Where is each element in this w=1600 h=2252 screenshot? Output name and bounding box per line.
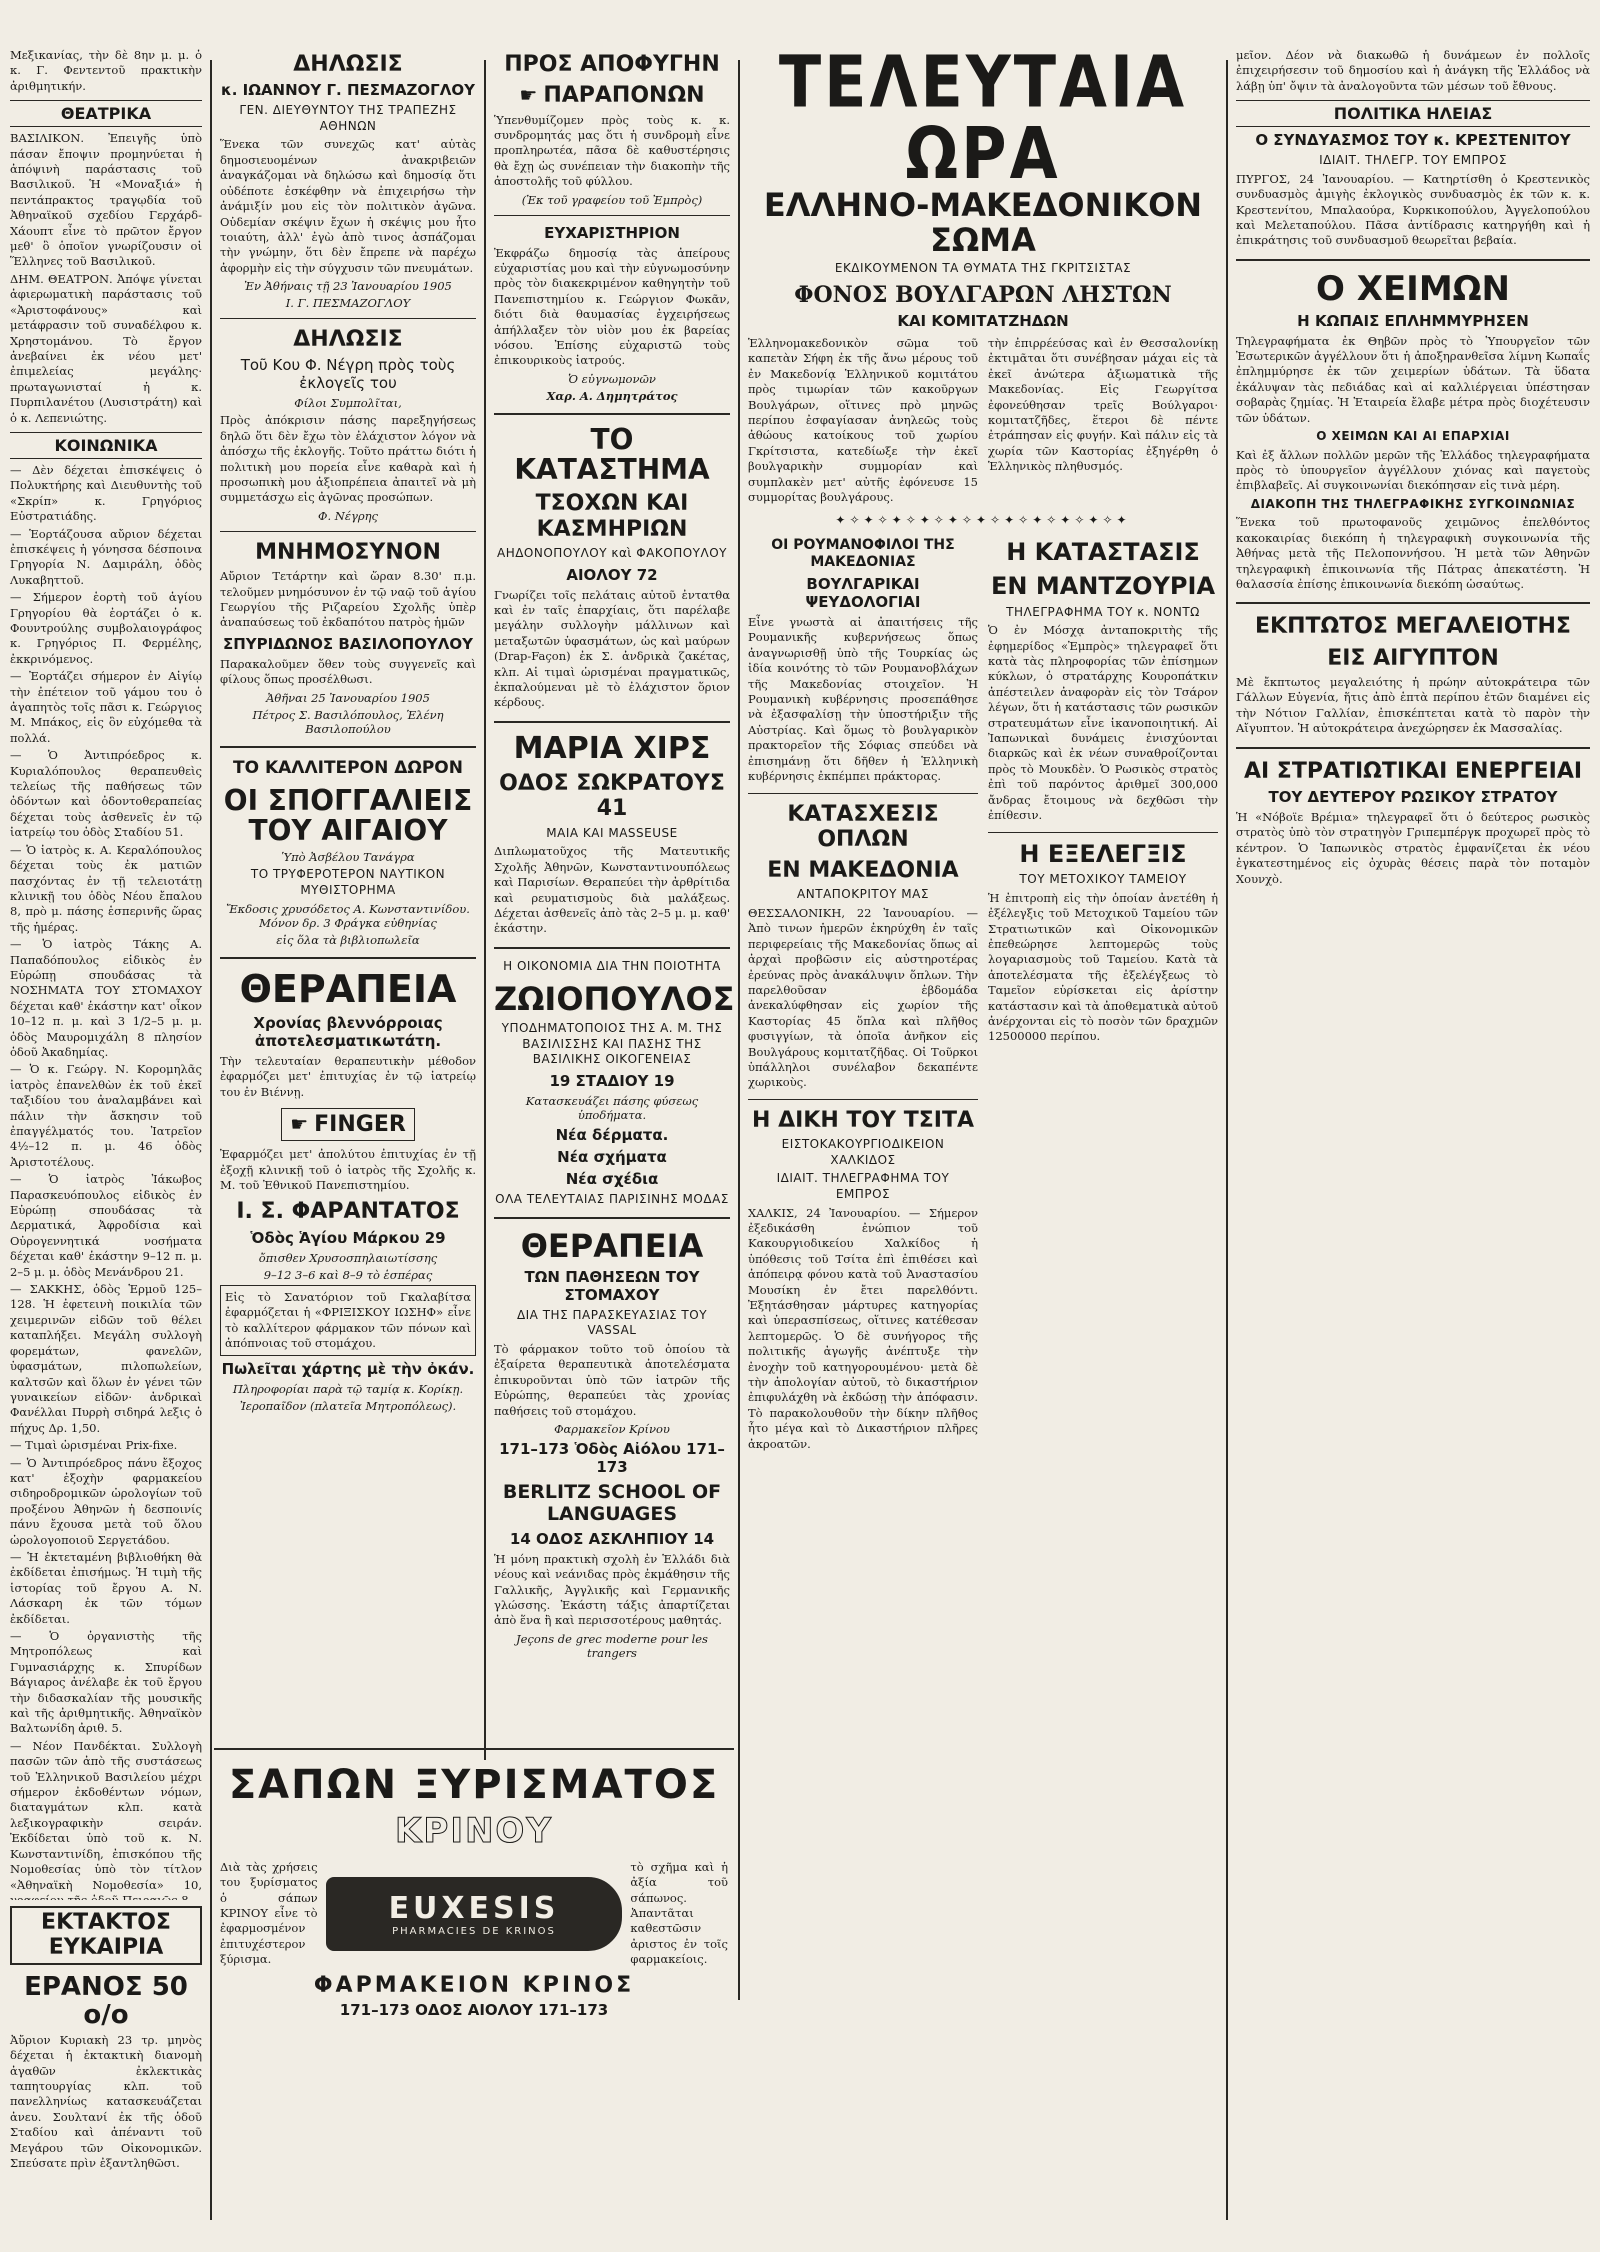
finger-text: Ἐφαρμόζει μετ' ἀπολύτου ἐπιτυχίας ἐν τῇ ἐξοχῇ κλινικῇ τοῦ ὁ ἰατρὸς τῆς Σχολῆς κ. Μ. τοῦ Ἐθνικοῦ Πανεπιστημίου. (220, 1147, 476, 1193)
lead-left-text: Ἑλληνομακεδονικὸν σῶμα τοῦ καπετὰν Σήφη ἐκ τῆς ἄνω μέρους τοῦ ἐν Μακεδονίᾳ Ἑλληνικοῦ κομιτάτου πρὸς τιμωρίαν τῶν κακοῦργων Βουλγάρων, οἵτινες πρὸ μηνῶς περίπου ἐσφαγίασαν ἀνηλεῶς τοὺς ἀθώους κατοίκους τοῦ χωρίου Γκρίτσιστα, κατεδίωξε τὴν ἐκεῖ βουλγαρικὴν συμμορίαν καὶ συμπλακὲν μετ' αὐτῆς ἐφόνευσε 15 συμμορίτας βουλγάρους. (748, 335, 978, 505)
rosoi-body: Ἡ «Νόβοϊε Βρέμια» τηλεγραφεῖ ὅτι ὁ δεύτερος ρωσικὸς στρατὸς ὑπὸ τὸν στρατηγὸν Γριπεμπέργκ προχωρεῖ πρὸς τὸ κέντρον. Ὁ Ἰαπωνικὸς στρατὸς ἐμφανίζεται ἐκ νέου ἐγκατεστημένος εἰς ὀχυρὰς θέσεις παρὰ τὸν ποταμὸν Χουνχὸ. (1236, 809, 1590, 886)
rule (1236, 259, 1590, 261)
aigypt-sub: ΕΙΣ ΑΙΓΥΠΤΟΝ (1327, 645, 1499, 671)
koinonika-p14: — Ὁ ὀργανιστὴς τῆς Μητροπόλεως καὶ Γυμνασιάρχης κ. Σπυρίδων Βάγιαρος ἀνέλαβε ἐκ τοῦ ἔργου τὴν διδασκαλίαν τῆς μουσικῆς καὶ τῆς ἀριθμητικῆς. Ἀθηναϊκὸν Βαλτωνίδη ἀριθ. 5. (10, 1629, 202, 1736)
therapeia-1-title: ΘΕΡΑΠΕΙΑ (239, 966, 457, 1011)
rule (494, 413, 730, 415)
doro-edition: Ἔκδοσις χρυσόδετος Α. Κωνσταντινίδου. Μόνον δρ. 3 Φράγκα εὐθηνίας (226, 901, 470, 930)
berlitz-title: BERLITZ SCHOOL OF LANGUAGES (502, 1481, 722, 1525)
lead-headline: ΕΛΛΗΝΟ-ΜΑΚΕΔΟΝΙΚΟΝ ΣΩΜΑ (763, 186, 1203, 259)
zoio-line-2: Νέα δέρματα. (555, 1125, 669, 1144)
maria-title: ΜΑΡΙΑ ΧΙΡΣ (513, 730, 711, 766)
doro-author: Ὑπὸ Ἀσβέλου Τανάγρα (281, 850, 415, 865)
therapeia-1-body: Τὴν τελευταίαν θεραπευτικὴν μέθοδον ἐφαρμόζει μετ' ἐπιτυχίας ἐν τῷ ἰατρείῳ του ἐν Βιέννῃ. (220, 1053, 476, 1099)
koinonika-p10: — ΣΑΚΚΗΣ, ὁδὸς Ἑρμοῦ 125–128. Ἡ ἐφετεινὴ ποικιλία τῶν χειμερινῶν εἰδῶν τοῦ θέλει καταπλήξει. Μεγάλη συλλογὴ φορεμάτων, φανελῶν, ὑφασμάτων, πιλοπωλείων, καλτσῶν καὶ ὅλων ἐν γένει τῶν γυναικείων εἰδῶν· ἀνδρικαὶ Φανέλλαι Πυρρὴ σιδηρά λεξις ὁ πήχυς Δρ. 1,50. (10, 1282, 202, 1435)
rum-title: ΟΙ ΡΟΥΜΑΝΟΦΙΛΟΙ ΤΗΣ ΜΑΚΕΔΟΝΙΑΣ (771, 537, 955, 571)
koinonika-p1: — Δὲν δέχεται ἐπισκέψεις ὁ Πολυκτήρης καὶ Διευθυντὴς τοῦ «Σκρίπ» κ. Γρηγόριος Εὐστρατιάδης. (10, 462, 202, 524)
maria-sub: ΜΑΙΑ ΚΑΙ MASSEUSE (546, 825, 678, 840)
dilosis-1-name: κ. ΙΩΑΝΝΟΥ Γ. ΠΕΣΜΑΖΟΓΛΟΥ (221, 81, 475, 100)
mnimosynon-signature: Πέτρος Σ. Βασιλόπουλος, Ἑλένη Βασιλοπούλου (252, 707, 444, 736)
xeimon-sub: Η ΚΩΠΑΙΣ ΕΠΛΗΜΜΥΡΗΣΕΝ (1297, 311, 1529, 330)
krinos-lab: Φαρμακεῖον Κρίνου (554, 1422, 670, 1437)
exelegxis-body: Ἡ ἐπιτροπὴ εἰς τὴν ὁποίαν ἀνετέθη ἡ ἐξέλεγξις τοῦ Μετοχικοῦ Ταμείου τῶν Στρατιωτικῶν καὶ Οἰκονομικῶν ἐπεθεώρησε λεπτομερῶς τοὺς λογαριασμοὺς τοῦ Ταμείου. Κατὰ τὰ ἀποτελέσματα τῆς ἐξελέγξεως τὸ Ταμεῖον εὑρίσκεται εἰς ἀρίστην κατάστασιν καὶ τὰ ἀποθεματικὰ αὐτοῦ ἀνέρχονται εἰς τὸ ποσὸν τῶν δραχμῶν 12500000 περίπου. (988, 890, 1218, 1044)
eucharistirion-body: Ἐκφράζω δημοσίᾳ τὰς ἀπείρους εὐχαριστίας μου καὶ τὴν εὐγνωμοσύνην πρὸς τὸν διακεκριμένον καθηγητὴν τοῦ Πανεπιστημίου κ. Γεώργιον Φωκᾶν, διότι διὰ θαυμασίας ἐγχειρήσεως ἀπήλλαξεν τὸν υἱὸν μου ἐκ βαρείας νόσου. Ἐπίσης εὐχαριστῶ τοὺς ἐπικουρικοὺς ἰατρούς. (494, 245, 730, 368)
rule (494, 1217, 730, 1219)
koinonika-p3: — Σήμερον ἑορτὴ τοῦ ἁγίου Γρηγορίου θὰ ἐορτάζει ὁ κ. Φουντρούλης συμβολαιογράφος κ. Γρηγόριος Π. Φερμέλης, ἐκκρινόμενος. (10, 590, 202, 666)
finger-label: FINGER (314, 1111, 406, 1137)
lead-sub-2: ΚΑΙ ΚΟΜΙΤΑΤΖΗΔΩΝ (897, 311, 1069, 330)
info-box: Εἰς τὸ Σανατόριον τοῦ Γκαλαβίτσα ἐφαρμόζεται ἡ «ΦΡΙΞΙΣΚΟΥ ΙΩΣΗΦ» εἶνε τὸ καλλίτερον φάρμακον τῶν πόνων καὶ ἀπόπνοιας τοῦ στομάχου. (220, 1285, 476, 1357)
koinonika-p6: — Ὁ ἰατρὸς κ. Α. Κεραλόπουλος δέχεται τοὺς ἐκ ματιῶν πασχόντας ἐν τῇ τελειοτάτῃ κλινικῇ του ὁδὸς Νέου ἔπαλου 8, πρὸ μ. πάσης ἑσπερινῆς ὥρας τῆς ἡμέρας. (10, 842, 202, 934)
mnimosynon-body: Αὔριον Τετάρτην καὶ ὥραν 8.30' π.μ. τελοῦμεν μνημόσυνον ἐν τῷ ναῷ τοῦ ἁγίου Γεωργίου τῆς Ριζαρείου Σχολῆς ὑπὲρ ἀναπαύσεως τοῦ ἐκδαπότου πατρὸς ἡμῶν (220, 569, 476, 630)
zoio-line-5: ΟΛΑ ΤΕΛΕΥΤΑΙΑΣ ΠΑΡΙΣΙΝΗΣ ΜΟΔΑΣ (495, 1191, 729, 1206)
katastasis-by: ΤΗΛΕΓΡΑΦΗΜΑ ΤΟΥ κ. ΝΟΝΤΩ (1006, 604, 1200, 619)
synkoinonia-body: Ἕνεκα τοῦ πρωτοφανοῦς χειμῶνος ἐπελθόντος κακοκαιρίας διεκόπη ἡ τηλεγραφικὴ συγκοινωνία τῆς Ἀθήνας μετὰ τῆς Πελοποννήσου. Ἡ μετὰ τῶν Ἀθηνῶν τηλεγραφικὴ ἐπικοινωνία τῆς Πάτρας ἀπεκατέστη. Ἡ θαλασσία ἐπίσης ἐπικοινωνία διεκόπη ὡσαύτως. (1236, 515, 1590, 592)
parapon-sig: (Ἐκ τοῦ γραφείου τοῦ Ἐμπρὸς) (521, 192, 703, 207)
mnimosynon-title: ΜΝΗΜΟΣΥΝΟΝ (255, 539, 441, 565)
theatrika-p1: ΒΑΣΙΛΙΚΟΝ. Ἐπειγῆς ὑπὸ πάσαν ἔποψιν προμηνύεται ἡ ἀπόψινὴ παράστασις τοῦ Βασιλικοῦ. Ἡ «Μοναξιά» ἡ πεντάπρακτος τραγῳδία τοῦ Ἀθηναϊκοῦ σχεδίου Γερχάρδ-Χάουπτ εἶνε τὸ πρῶτον ἔργον μεθ' ὃ ὁποῖον γνωρίζουσιν οἱ Ἕλληνες τοῦ Βασιλικοῦ. (10, 131, 202, 269)
koinonika-p13: — Ἡ ἐκτεταμένη βιβλιοθήκη θὰ ἐκδίδεται ἐπισήμως. Ἡ τιμὴ τῆς ἱστορίας τοῦ ἔργου Α. Ν. Λάσκαρη ἐκ τῶν τόμων ἐκδίδεται. (10, 1549, 202, 1626)
pointing-hand-icon: ☛ (519, 83, 538, 108)
mnimosynon-name: ΣΠΥΡΙΔΩΝΟΣ ΒΑΣΙΛΟΠΟΥΛΟΥ (223, 634, 473, 653)
column-1-footer-ad (4, 1900, 208, 2220)
dilosis-1-signature: Ι. Γ. ΠΕΣΜΑΖΟΓΛΟΥ (285, 296, 411, 311)
manchuria-section (988, 533, 1218, 1454)
top-line: Μεξικανίας, τὴν δὲ 8ην μ. μ. ὁ κ. Γ. Φεντεντοῦ πρακτικὴν ἀριθμητικήν. (10, 48, 202, 93)
dilosis-2-title: ΔΗΛΩΣΙΣ (293, 327, 403, 353)
rule (494, 947, 730, 949)
column-1 (4, 46, 208, 2226)
koinonika-p11: — Τιμαὶ ὡρισμέναι Prix-fixe. (10, 1438, 178, 1453)
rosoi-title: ΑΙ ΣΤΡΑΤΙΩΤΙΚΑΙ ΕΝΕΡΓΕΙΑΙ (1243, 758, 1583, 784)
rule (220, 957, 476, 959)
farantatos-name: Ι. Σ. ΦΑΡΑΝΤΑΤΟΣ (236, 1199, 460, 1225)
zoio-address: 19 ΣΤΑΔΙΟΥ 19 (549, 1071, 675, 1090)
tube-sub: PHARMACIES DE KRINOS (392, 1925, 556, 1937)
theatrika-heading: ΘΕΑΤΡΙΚΑ (10, 100, 202, 127)
tube-brand: EUXESIS (388, 1890, 560, 1926)
exelegxis-title: Η ΕΞΕΛΕΓΞΙΣ (1019, 839, 1187, 868)
dilosis-1-role: ΓΕΝ. ΔΙΕΥΘΥΝΤΟΥ ΤΗΣ ΤΡΑΠΕΖΗΣ ΑΘΗΝΩΝ (239, 103, 457, 133)
dilosis-2-signature: Φ. Νέγρης (318, 508, 378, 523)
katastasis-title: Η ΚΑΤΑΣΤΑΣΙΣ (1006, 538, 1200, 567)
parapon-title: ΠΡΟΣ ΑΠΟΦΥΓΗΝ (504, 52, 720, 77)
katasxesis-body: ΘΕΣΣΑΛΟΝΙΚΗ, 22 Ἰανουαρίου. — Ἀπὸ τινων ἡμερῶν ἐκηρύχθη ἐν ταῖς περιφερείαις τῆς Μακεδονίας ὅπως αἱ ἀρχαὶ προβῶσιν εἰς αὐστηροτέρας ἐρεύνας πρὸς ἀνακάλυψιν ὅπλων. Τὴν παρελθοῦσαν ἑβδομάδα ἀνεκαλύφθησαν εἰς χωρίον τῆς Καστορίας 45 ὅπλα καὶ πλῆθος φυσιγγίων, τὰ ὁποῖα ἀνῆκον εἰς Βουλγάρους κομιτατζῆδας. Οἱ Τοῦρκοι ὑπάλληλοι συνέλαβον δεκαπέντε χωρικοὺς. (748, 906, 978, 1090)
farantatos-sub: ὄπισθεν Χρυσοσπηλαιωτίσσης (258, 1250, 438, 1265)
xeimon2-title: Ο ΧΕΙΜΩΝ ΚΑΙ ΑΙ ΕΠΑΡΧΙΑΙ (1316, 429, 1510, 443)
rule (1236, 602, 1590, 604)
ektaktos-eukairia-title: ΕΚΤΑΚΤΟΣ ΕΥΚΑΙΡΙΑ (10, 1906, 202, 1965)
xeimon-body: Τηλεγραφήματα ἐκ Θηβῶν πρὸς τὸ Ὑπουργεῖον τῶν Ἐσωτερικῶν ἀγγέλλουν ὅτι ἡ ἀποξηρανθεῖσα λίμνη Κωπαΐς ἐπλημμύρησε ἐκ τῶν χειμερίων ὑδάτων. Τὰ ὕδατα ἐκάλυψαν τὰς πεδιάδας καὶ αἱ καλλιέργειαι ὑπέστησαν σοβαρὰς ζημίας. Ἡ Ἑταιρεία ἔλαβε μέτρα πρὸς διοχέτευσιν τῶν ὑδάτων. (1236, 333, 1590, 425)
koinonika-p2: — Ἑορτάζουσα αὔριον δέχεται ἐπισκέψεις ἡ γόνησσα δέσποινα Γρηγορία Ν. Δαμιράλη, ὁδὸς Λυκαβηττοῦ. (10, 526, 202, 587)
corner-text: μεῖον. Δέον νὰ διακωθῶ ἡ δυνάμεων ἐν πολλοῖς ἐπιχειρήσεσιν τοῦ δημοσίου καὶ ἡ ἀνάγκη τῆς Ἑλλάδος νὰ λάβῃ ὑπ' ὄψιν τὰ ἀναλογοῦντα τῶν μέσων τοῦ ἔθνους. (1236, 48, 1590, 93)
therapeia-2-body: Τὸ φάρμακον τοῦτο τοῦ ὁποίου τὰ ἐξαίρετα θεραπευτικὰ ἀποτελέσματα ἐπικυροῦνται ὑπὸ τῶν ἰατρῶν τῆς Εὐρώπης, θεραπεύει τὰς χρονίας παθήσεις τοῦ στομάχου. (494, 1342, 730, 1418)
ektaktos-text: Ἀὔριον Κυριακὴ 23 τρ. μηνὸς δέχεται ἡ ἐκτακτικὴ διανομὴ ἀγαθῶν ἐκλεκτικὰς ταπητουργίας κλπ. τοῦ πανελληνίως κατασκευάζεται ἀνευ. Σουλτανί ἐκ τῆς ὁδοῦ Σταδίου καὶ ἀπέναντι τοῦ Μεγάρου τῶν Οἰκονομικῶν. Σπεύσατε πρὶν ἐξαντληθῶσι. (10, 2032, 202, 2170)
eucharistirion-sig: Χαρ. Α. Δημητράτος (546, 388, 678, 403)
parapon-sub (494, 83, 730, 108)
berlitz-address: 14 ΟΔΟΣ ΑΣΚΛΗΠΙΟΥ 14 (509, 1529, 715, 1548)
column-divider-2 (484, 60, 486, 1760)
tsita-by: ΙΔΙΑΙΤ. ΤΗΛΕΓΡΑΦΗΜΑ ΤΟΥ ΕΜΠΡΟΣ (776, 1171, 950, 1201)
rule (748, 793, 978, 794)
aigypt-body: Μὲ ἔκπτωτος μεγαλειότης ἡ πρώην αὐτοκράτειρα τῶν Γάλλων Εὐγενία, ἥτις ἀπὸ ἑπτὰ περίπου ἐτῶν διαμένει εἰς τὴν Νότιον Γαλλίαν, ἐπισκέπτεται κατὰ τὸ παρὸν τὴν Αἴγυπτον. Ἡ αὐτοκράτειρα ἀνεχώρησεν ἐκ Μασσαλίας. (1236, 675, 1590, 736)
koinonika-heading: ΚΟΙΝΩΝΙΚΑ (10, 432, 202, 459)
mnimosynon-body2: Παρακαλοῦμεν ὅθεν τοὺς συγγενεῖς καὶ φίλους ὅπως προσέλθωσι. (220, 656, 476, 687)
rule (220, 318, 476, 319)
rule (220, 531, 476, 532)
ilias-sub: Ο ΣΥΝΔΥΑΣΜΟΣ ΤΟΥ κ. ΚΡΕΣΤΕΝΙΤΟΥ (1255, 131, 1571, 150)
katasxesis-title: ΚΑΤΑΣΧΕΣΙΣ ΟΠΛΩΝ (787, 801, 939, 852)
therapeia-2-title: ΘΕΡΑΠΕΙΑ (520, 1227, 704, 1266)
rule (220, 746, 476, 748)
sapon-sub: ΚΡΙΝΟΥ (395, 1811, 553, 1851)
ilias-by: ΙΔΙΑΙΤ. ΤΗΛΕΓΡ. ΤΟΥ ΕΜΠΡΟΣ (1319, 153, 1507, 168)
tsita-sub: ΕΙΣΤΟΚΑΚΟΥΡΓΙΟΔΙΚΕΙΟΝ ΧΑΛΚΙΔΟΣ (781, 1137, 945, 1167)
doro-main: ΟΙ ΣΠΟΓΓΑΛΙΕΙΣ ΤΟΥ ΑΙΓΑΙΟΥ (223, 784, 473, 848)
lead-deck: ΕΚΔΙΚΟΥΜΕΝΟΝ ΤΑ ΘΥΜΑΤΑ ΤΗΣ ΓΚΡΙΤΣΙΣΤΑΣ (834, 261, 1132, 276)
pointing-hand-icon: ☛ (290, 1111, 309, 1136)
tsita-title: Η ΔΙΚΗ ΤΟΥ ΤΣΙΤΑ (752, 1107, 974, 1133)
mnimosynon-date: Ἀθῆναι 25 Ἰανουαρίου 1905 (266, 690, 430, 705)
soap-tube-image (326, 1877, 623, 1951)
column-divider-4 (1226, 60, 1228, 2220)
koinonika-p9: — Ὁ ἰατρὸς Ἰάκωβος Παρασκευόπουλος εἰδικὸς ἐν Εὐρώπῃ σπουδάσας τὰ Δερματικά, Ἀφροδίσια καὶ Οὐρογεννητικά νοσήματα δέχεται καθ' ἑκάστην 9–12 π. μ. 2–5 μ. μ. ὁδὸς Μενάνδρου 21. (10, 1172, 202, 1279)
katastasis-sub: ΕΝ ΜΑΝΤΖΟΥΡΙΑ (990, 572, 1216, 601)
rule (1236, 747, 1590, 749)
rule (748, 1099, 978, 1100)
farantatos-address: Ὁδὸς Ἁγίου Μάρκου 29 (250, 1228, 446, 1247)
sapon-title: ΣΑΠΩΝ ΞΥΡΙΣΜΑΤΟΣ (228, 1762, 720, 1808)
farantatos-hours: 9–12 3–6 καὶ 8–9 τὸ ἑσπέρας (263, 1267, 433, 1282)
zoio-title: ΖΩΙΟΠΟΥΛΟΣ (494, 980, 735, 1019)
koinonika-p5: — Ὁ Ἀντιπρόεδρος κ. Κυριαλόπουλος θεραπευθεὶς τελείως τῆς παθήσεως τῶν ὀδόντων καὶ ὀδοντοθεραπείας δέχεται τοὺς ἀσθενεῖς ἐν τῷ ἰατρείῳ του ὁδὸς Σταδίου 51. (10, 748, 202, 840)
therapeia-2-sub: ΤΩΝ ΠΑΘΗΣΕΩΝ ΤΟΥ ΣΤΟΜΑΧΟΥ (524, 1267, 700, 1304)
rosoi-sub: ΤΟΥ ΔΕΥΤΕΡΟΥ ΡΩΣΙΚΟΥ ΣΤΡΑΤΟΥ (1268, 787, 1558, 806)
dilosis-2-sub2: Φίλοι Συμπολῖται, (294, 396, 402, 411)
column-divider-1 (210, 60, 212, 2220)
rule (494, 721, 730, 723)
katastasis-body: Ὁ ἐν Μόσχᾳ ἀνταποκριτὴς τῆς ἐφημερίδος «Ἐμπρὸς» τηλεγραφεῖ ὅτι κατὰ τὰς πληροφορίας τῶν ἐπίσημων κύκλων, ὁ στρατάρχης Κουροπάτκιν ἀπέστειλεν ἀναφορὰν εἰς τὸν Τσάρον λέγων, ὅτι ἡ κατάστασις τῶν ρωσικῶν στρατευμάτων εἶνε ἱκανοποιητική. Αἱ Ἰαπωνικαὶ δυνάμεις ἐνισχύονται διαρκῶς καὶ ἐκ νέων συναθροίζονται πρὸς τὸ Μουκδὲν. Ὁ Ρωσικὸς στρατὸς ἐπὶ τοῦ παρόντος ἀριθμεῖ 300,000 ἄνδρας ἔτοιμους νὰ δεχθῶσι τὴν ἐπίθεσιν. (988, 623, 1218, 823)
koinonika-p15: — Νέον Πανδέκται. Συλλογὴ πασῶν τῶν ἀπὸ τῆς συστάσεως τοῦ Ἑλληνικοῦ Βασιλείου μέχρι σήμερον ἐκδοθέντων νόμων, διαταγμάτων κλπ. κατὰ λεξικογραφικὴν σειράν. Ἐκδίδεται ὑπὸ τοῦ κ. Ν. Κωνσταντινίδη, ἐπισκόπου τῆς Νομοθεσίας ὑπὸ τὸν τίτλον «Ἀθηναϊκὴ Νομοθεσία» 10, (10, 1738, 202, 1892)
doro-sub: ΤΟ ΤΡΥΦΕΡΟΤΕΡΟΝ ΝΑΥΤΙΚΟΝ ΜΥΘΙΣΤΟΡΗΜΑ (250, 867, 446, 898)
teleutaia-ora-title: ΤΕΛΕΥΤΑΙΑ ΩΡΑ (778, 46, 1188, 196)
zoio-line-3: Νέα σχήματα (557, 1147, 667, 1166)
dilosis-2-body: Πρὸς ἀπόκρισιν πάσης παρεξηγήσεως δηλῶ ὅτι δὲν ἔχω τὸν ἐλάχιστον λόγον νὰ ἀπόσχω τῆς ἐκλογῆς. Τοῦτο πράττω διότι ἡ πολιτικὴ μου πορεία εἶνε καθαρὰ καὶ ἡ προσωπικὴ μου ἀξιοπρέπεια ἀπαιτεῖ νὰ μὴ συμμετάσχω εἰς ἀγῶνας προσώπων. (220, 413, 476, 505)
dilosis-1-date: Ἐν Ἀθήναις τῇ 23 Ἰανουαρίου 1905 (244, 279, 452, 294)
exelegxis-sub: ΤΟΥ ΜΕΤΟΧΙΚΟΥ ΤΑΜΕΙΟΥ (1019, 872, 1187, 887)
sapon-ad (214, 1748, 734, 2220)
katastima-address: ΑΙΟΛΟΥ 72 (566, 565, 658, 584)
zoio-sub: ΥΠΟΔΗΜΑΤΟΠΟΙΟΣ ΤΗΣ Α. Μ. ΤΗΣ ΒΑΣΙΛΙΣΣΗΣ ΚΑΙ ΠΑΣΗΣ ΤΗΣ ΒΑΣΙΛΙΚΗΣ ΟΙΚΟΓΕΝΕΙΑΣ (501, 1020, 723, 1067)
xeimon2-body: Καὶ ἐξ ἄλλων πολλῶν μερῶν τῆς Ἑλλάδος τηλεγραφήματα πρὸς τὸ ὑπουργεῖον ἀγγέλλουν χιόνας καὶ παγετοὺς ἐπιβλαβεῖς. Αἱ συγκοινωνίαι διεκόπησαν εἰς τινὰ μέρη. (1236, 447, 1590, 493)
eucharistirion-role: Ὁ εὐγνωμονῶν (568, 371, 656, 386)
parapon-sub-label: ΠΑΡΑΠΟΝΩΝ (543, 83, 705, 109)
eucharistirion-title: ΕΥΧΑΡΙΣΤΗΡΙΟΝ (544, 223, 680, 242)
dilosis-1-body: Ἕνεκα τῶν συνεχῶς κατ' αὐτὰς δημοσιευομένων ἀνακριβειῶν ἀναγκάζομαι νὰ δηλώσω καὶ δημοσίᾳ ὅτι οὐδέποτε ἐσκέφθην νὰ ἐπιχειρήσω τὴν ἀνάμιξίν μου εἰς τὸν πολιτικὸν ἀγῶνα. Οὐδεμίαν σκέψιν ἔχων ἡ σκέψις μου ἦτο τοιαύτη, ἀλλ' ἐγὼ ἀπὸ τινος ἀσπάζομαι τὴν γνώμην, ὅτι δὲν ἔπρεπε νὰ παρέχω ἀφορμὴν εἰς τὴν σύγχυσιν τῶν πνευμάτων. (220, 137, 476, 275)
lead-sub-1: ΦΟΝΟΣ ΒΟΥΛΓΑΡΩΝ ΛΗΣΤΩΝ (794, 281, 1172, 308)
krinos-address: 171–173 Ὁδὸς Αἰόλου 171–173 (499, 1440, 725, 1477)
paper-ad-2: Πληροφορίαι παρὰ τῷ ταμίᾳ κ. Κορίκῃ. (232, 1382, 464, 1397)
katastima-sub: ΤΣΟΧΩΝ ΚΑΙ ΚΑΣΜΗΡΙΩΝ (535, 491, 689, 542)
column-4 (742, 46, 1224, 1986)
rule (988, 832, 1218, 833)
koinonika-p12: — Ὁ Ἀντιπρόεδρος πάνυ ἔξοχος κατ' ἐξοχὴν φαρμακείου σιδηροδρομικῶν ὡρολογίων τοῦ προξένου Ἀθηνῶν ἡ δεσποινίς πάνυ ἔχουσα μετὰ τοῦ ὅλου ὡρολογοποιοῦ Σεργετάδου. (10, 1455, 202, 1547)
dilosis-2-sub: Τοῦ Κου Φ. Νέγρη πρὸς τοὺς ἐκλογεῖς του (240, 356, 456, 393)
paper-ad-3: Ἰεροπαῖδον (πλατεῖα Μητροπόλεως). (239, 1399, 457, 1414)
eranos-title: ΕΡΑΝΟΣ 50 ο/ο (24, 1971, 188, 2030)
lead-right-text: τὴν ἐπιρρέεύσας καὶ ἐν Θεσσαλονίκῃ ἐκτιμᾶται ὅτι συνέβησαν μάχαι εἰς τὰ ἐκεῖ ἀνώτερα ἀξιωματικὰ τῆς Μακεδονίας. Εἰς Γεωργίτσα ἐφονεύθησαν τρεῖς Βούλγαροι· κομιτατζῆδες, ἕτεροι δὲ πέντε ἐτράπησαν εἰς φυγήν. Καὶ πάλιν εἰς τὰ χωρία τῶν Καστορίας ἐξηγέρθη ὁ Ἑλληνικὸς πληθυσμός. (988, 335, 1218, 474)
theatrika-p2: ΔΗΜ. ΘΕΑΤΡΟΝ. Ἀπόψε γίνεται ἀφιερωματικὴ παράστασις τοῦ «Ἀριστοφάνους» καὶ μετάφρασιν τοῦ συναδέλφου κ. Χρηστομάνου. Τὸ ἔργον ἀνεβαίνει ἐκ νέου μετ' ἐπιμελείας μεγάλης· πρωταγωνισταί ἡ κ. Πυρπιλανέτου (Λυσιστράτη) καὶ ὁ κ. Λεπενιώτης. (10, 271, 202, 425)
aigypt-title: ΕΚΠΤΩΤΟΣ ΜΕΓΑΛΕΙΟΤΗΣ (1255, 614, 1571, 640)
rum-section (748, 533, 978, 1454)
katastima-body: Γνωρίζει τοῖς πελάταις αὐτοῦ ἐντατθα καὶ ἐν ταῖς ἐπαρχίαις, ὅτι παρέλαβε μεγάλην συλλογὴν μάλλινων καὶ μεταξωτῶν ὑφασμάτων, ὡς καὶ μαύρων (Drap-Façon) ἐκ Σ. ἀνδρικὰ ζακέτας, κλπ. Αἱ τιμαὶ ὡρισμέναι πραγματικῶς, ἐκπαλούμεναι μὲ τὸ ἐλάχιστον ὅριον κέρδους. (494, 587, 730, 710)
ilias-title: ΠΟΛΙΤΙΚΑ ΗΛΕΙΑΣ (1236, 100, 1590, 127)
zoio-line-4: Νέα σχέδια (565, 1169, 659, 1188)
sapon-right-text: τὸ σχῆμα καὶ ἡ ἀξία τοῦ σάπωνος. Ἀπαντᾶται καθεστῶσιν ἀριστος ἐν τοῖς φαρμακείοις. (630, 1859, 728, 1967)
doro-title: ΤΟ ΚΑΛΛΙΤΕΡΟΝ ΔΩΡΟΝ (233, 757, 463, 778)
column-3 (488, 46, 736, 1746)
column-divider-3 (738, 60, 740, 2000)
dilosis-1-title: ΔΗΛΩΣΙΣ (293, 52, 403, 77)
koinonika-p7: — Ὁ ἰατρὸς Τάκης Α. Παπαδόπουλος εἰδικὸς ἐν Εὐρώπῃ σπουδάσας τὰ ΝΟΣΗΜΑΤΑ ΤΟΥ ΣΤΟΜΑΧΟΥ δέχεται καθ' ἑκάστην κατ' οἶκον 10–12 π. μ. καὶ 3 1/2–5 μ. μ. ὁδὸς Μαυρομιχάλη 8 πλησίον ὁδοῦ Ἀκαδημίας. (10, 937, 202, 1059)
synkoinonia-title: ΔΙΑΚΟΠΗ ΤΗΣ ΤΗΛΕΓΡΑΦΙΚΗΣ ΣΥΓΚΟΙΝΩΝΙΑΣ (1250, 496, 1576, 511)
tsita-body: ΧΑΛΚΙΣ, 24 Ἰανουαρίου. — Σήμερον ἐξεδικάσθη ἐνώπιον τοῦ Κακουργιοδικείου Χαλκίδος ἡ ὑπόθεσις τοῦ Τσίτα ἐπὶ ἐπιθέσει καὶ ἀπόπειρᾳ φόνου κατὰ τοῦ Ἀναστασίου Μουσίκη ἐν ἔτει παρελθόντι. Ἐξητάσθησαν μάρτυρες κατηγορίας καὶ ὑπερασπίσεως, οἵτινες κατέθεσαν λεπτομερῶς. Ὁ δὲ συνήγορος τῆς πολιτικῆς ἀγωγῆς ἀνέπτυξε τὴν ἐνοχὴν τοῦ κατηγορουμένου· μετὰ δὲ τὴν ἀπολογίαν αὐτοῦ, τὸ δικαστήριον ἐπιφυλάχθη νὰ ἐκδώσῃ τὴν ἀπόφασιν. Τὸ παρακολουθοῦν τὴν δίκην πλῆθος ἦτο μέγα καὶ τὸ Δικαστήριον πλῆρες ἀκροατῶν. (748, 1205, 978, 1451)
berlitz-body: Ἡ μόνη πρακτικὴ σχολὴ ἐν Ἑλλάδι διὰ νέους καὶ νεάνιδας πρὸς ἐκμάθησιν τῆς Γαλλικῆς, Ἀγγλικῆς καὶ Γερμανικῆς γλώσσης. Ἑκάστη τάξις ἀπαρτίζεται ἀπὸ ἕνα ἢ καὶ περισσοτέρους μαθητάς. (494, 1551, 730, 1628)
sapon-left-text: Διὰ τὰς χρήσεις του ξυρίσματος ὁ σάπων ΚΡΙΝΟΥ εἶνε τὸ ἐφαρμοσμένον ἐπιτυχέστερον ξύρισμα. (220, 1859, 318, 1967)
parapon-body: Ὑπενθυμίζομεν πρὸς τοὺς κ. κ. συνδρομητάς μας ὅτι ἡ συνδρομὴ εἶνε προπληρωτέα, πᾶσα δὲ καθυστέρησις θὰ ἔχῃ ὡς συνέπειαν τὴν διακοπὴν τῆς ἀποστολῆς τοῦ φύλλου. (494, 112, 730, 189)
xeimon-title: Ο ΧΕΙΜΩΝ (1315, 268, 1511, 309)
zoio-line-1: Κατασκευάζει πάσης φύσεως ὑποδήματα. (525, 1093, 699, 1122)
rum-body: Εἶνε γνωστὰ αἱ ἀπαιτήσεις τῆς Ρουμανικῆς κυβερνήσεως ὅπως ἀναγνωρισθῇ ὑπὸ τῆς Τουρκίας ὡς ἰδία κοινότης τὸ τῶν Ρουμανοβλάχων τῆς Μακεδονίας στοιχεῖον. Ἡ Ρουμανικὴ κυβέρνησις προσεπάθησε νὰ ἐξασφαλίσῃ τὴν ὑποστήριξιν τῆς Αὐστρίας. Καὶ ὅμως τὸ βουλγαρικὸν πρακτορεῖον τῆς Σόφιας σπεύδει νὰ ἐπισημάνῃ ὅτι δῆθεν ἡ Ἑλληνικὴ κυβέρνησις ἐκπέμπει πράκτορας. (748, 615, 978, 784)
therapeia-1-sub: Χρονίας βλεννόρροιας ἀποτελεσματικωτάτη. (253, 1013, 443, 1050)
column-5 (1230, 46, 1596, 2226)
ilias-body: ΠΥΡΓΟΣ, 24 Ἰανουαρίου. — Κατηρτίσθη ὁ Κρεστενικὸς συνδυασμὸς ἀμιγὴς ἐκλογικὸς συνδυασμὸς ἐκ τῶν κ. κ. Κρεστενίτου, Μπαλαούρα, Κυρκικοπούλου, Ἀγγελοπούλου καὶ Μελεταπούλου. Πᾶσα ἀντίδρασις κατηργήθη καὶ ἡ ἐπικράτησις τοῦ συνδυασμοῦ θεωρεῖται βεβαία. (1236, 171, 1590, 248)
rule (494, 215, 730, 216)
apothiki-name: ΦΑΡΜΑΚΕΙΟΝ ΚΡΙΝΟΣ (313, 1972, 635, 1998)
apothiki-address: 171–173 ΟΔΟΣ ΑΙΟΛΟΥ 171–173 (339, 2000, 609, 2019)
therapeia-2-by: ΔΙΑ ΤΗΣ ΠΑΡΑΣΚΕΥΑΣΙΑΣ ΤΟΥ VASSAL (516, 1307, 708, 1338)
katastima-owners: ΑΗΔΟΝΟΠΟΥΛΟΥ καὶ ΦΑΚΟΠΟΥΛΟΥ (496, 545, 727, 560)
katastima-title: ΤΟ ΚΑΤΑΣΤΗΜΑ (514, 422, 710, 487)
finger-title (281, 1108, 415, 1141)
paper-ad: Πωλεῖται χάρτης μὲ τὴν ὀκάν. (221, 1360, 475, 1379)
koinonika-p4: — Ἐορτάζει σήμερον ἐν Αἰγίῳ τὴν ἐπέτειον τοῦ γάμου του ὁ ἀγαπητὸς τοῖς πᾶσι κ. Γεώργιος Μ. Μπάκος, εἰς ὃν εὐχόμεθα τὰ πολλά. (10, 669, 202, 745)
katasxesis-by: ΑΝΤΑΠΟΚΡΙΤΟΥ ΜΑΣ (797, 887, 929, 902)
maria-address: ΟΔΟΣ ΣΩΚΡΑΤΟΥΣ 41 (499, 771, 725, 822)
maria-body: Διπλωματοῦχος τῆς Ματευτικῆς Σχολῆς Ἀθηνῶν, Κωνσταντινουπόλεως καὶ Παρισίων. Θεραπεύει τὴν ἀρθρίτιδα καὶ ρευματισμοὺς διὰ μαλάξεως. Δέχεται ἀσθενεῖς ἀπὸ τὰς 2–5 μ. μ. καθ' ἑκάστην. (494, 844, 730, 936)
doro-shops: εἰς ὅλα τὰ βιβλιοπωλεῖα (276, 932, 420, 947)
rum-sub: ΒΟΥΛΓΑΡΙΚΑΙ ΨΕΥΔΟΛΟΓΙΑΙ (805, 575, 921, 612)
koinonika-p8: — Ὁ κ. Γεώργ. Ν. Κορομηλᾶς ἰατρὸς ἐπανελθὼν ἐκ τοῦ ἐκεῖ ταξιδίου του ἀναλαμβάνει καὶ πάλιν τὴν ἄσκησιν τοῦ ἐπαγγέλματός του. Ἰατρεῖον 4½–12 π. μ. 46 ὁδὸς Ἀριστοτέλους. (10, 1062, 202, 1169)
katasxesis-sub: ΕΝ ΜΑΚΕΔΟΝΙΑ (767, 858, 959, 884)
berlitz-foot: Jeçons de grec moderne pour les trangers (516, 1631, 708, 1660)
ornament-divider: ✦✧✦✧✦✧✦✧✦✧✦✧✦✧✦✧✦✧✦✧✦ (835, 513, 1131, 528)
zoio-pre: Η ΟΙΚΟΝΟΜΙΑ ΔΙΑ ΤΗΝ ΠΟΙΟΤΗΤΑ (503, 958, 721, 973)
